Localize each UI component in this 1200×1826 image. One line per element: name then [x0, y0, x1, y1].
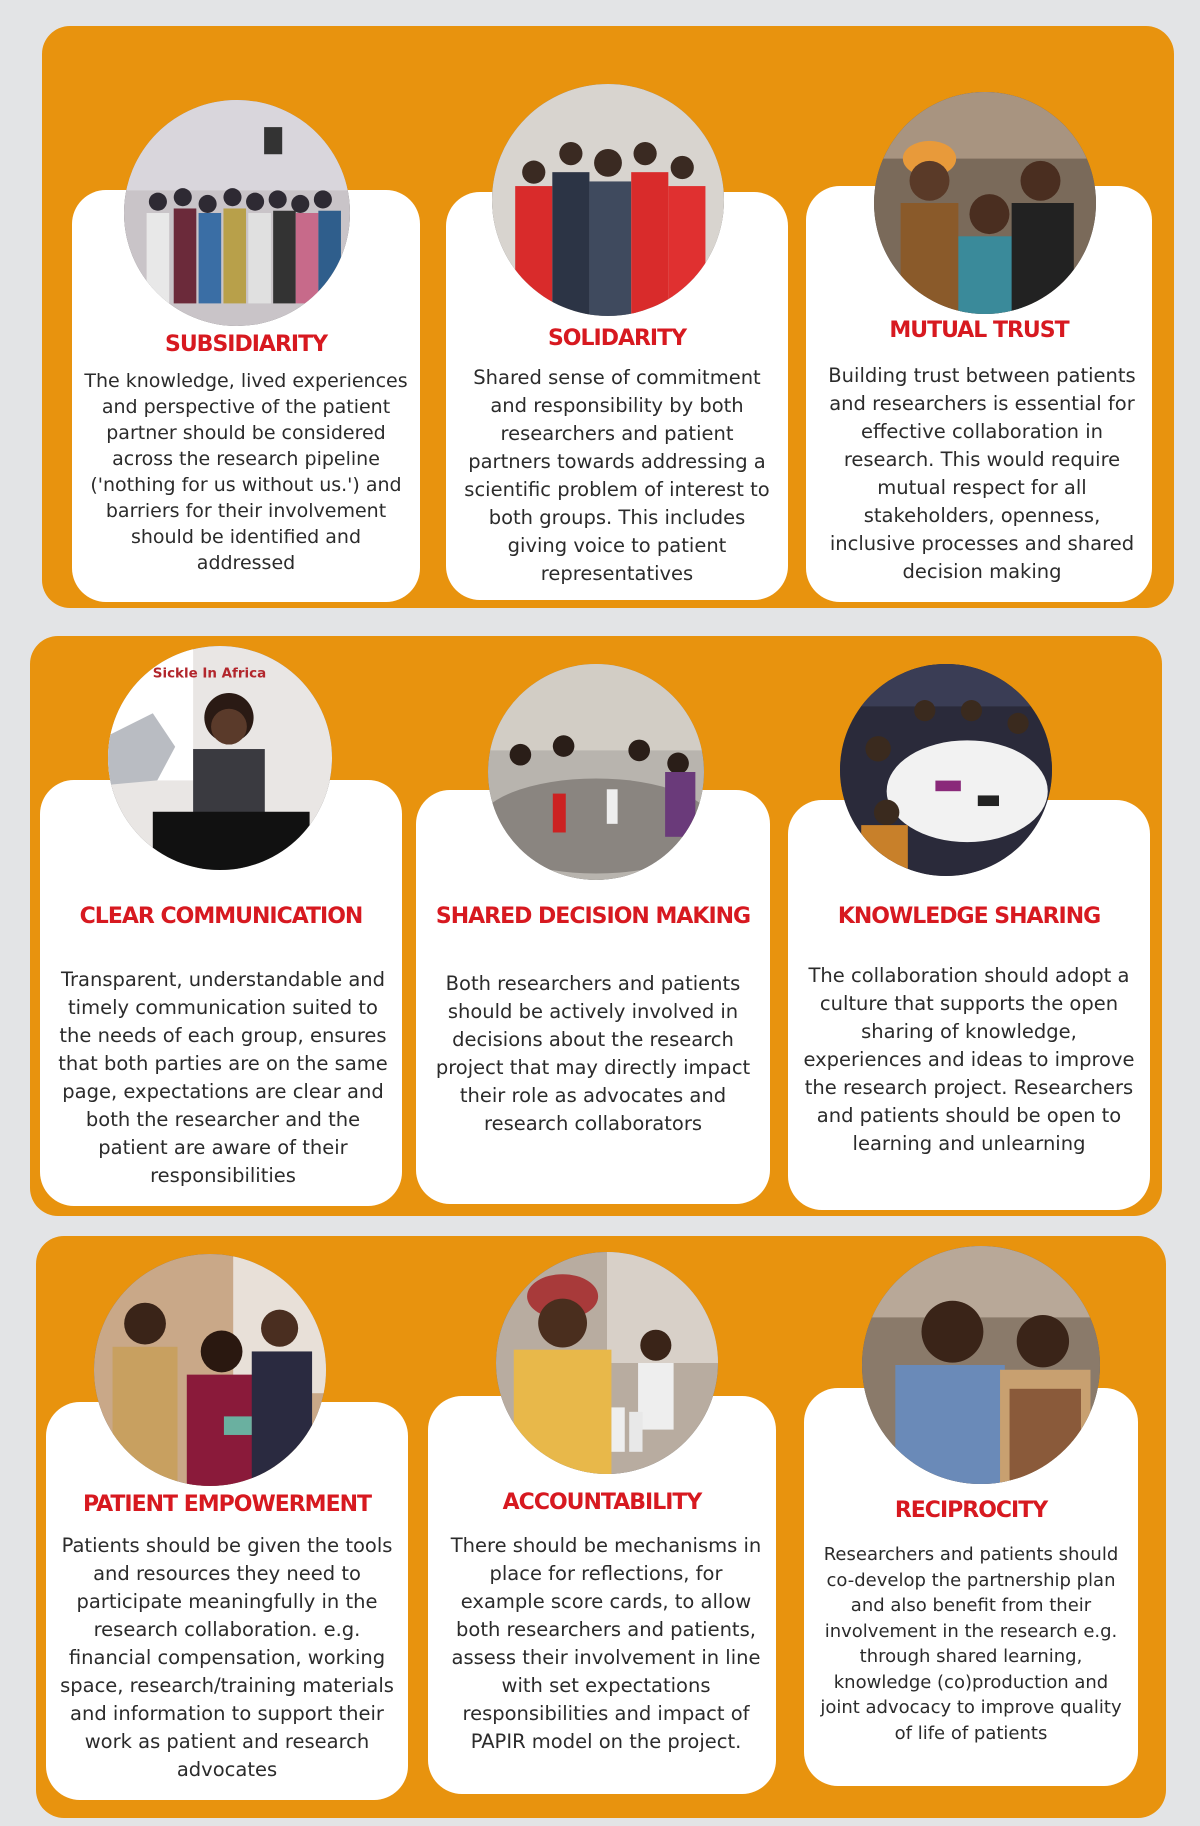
- meeting-table-photo-icon: [488, 664, 704, 880]
- handshake-photo-icon: [94, 1254, 326, 1486]
- card-title: MUTUAL TRUST: [889, 318, 1069, 343]
- woman-speaking-photo-icon: [496, 1252, 718, 1474]
- card-body: Both researchers and patients should be actively involved in decisions about the research project that may directly impact their role as advocates and research collaborators: [435, 972, 751, 1135]
- three-women-photo-icon: [874, 92, 1096, 314]
- round-table-photo-icon: [840, 664, 1052, 876]
- card-title: SHARED DECISION MAKING: [435, 904, 751, 929]
- card-title: RECIPROCITY: [894, 1498, 1048, 1523]
- card-title: PATIENT EMPOWERMENT: [82, 1492, 372, 1517]
- card-title: SUBSIDIARITY: [164, 332, 328, 357]
- photo-caption: Sickle In Africa: [152, 666, 267, 682]
- card-body: Researchers and patients should co-develop the partnership plan and also benefit from their involvement in the research e.g. through shared learning, knowledge (co)production and joint advocacy to improve quality of life of patients: [820, 1544, 1122, 1744]
- card-body: Patients should be given the tools and resources they need to participate meaningfully in the research collaboration. e.g. financial compensation, working space, research/training materials and information to support their work as patient and research advocates: [60, 1534, 394, 1781]
- card-body: There should be mechanisms in place for reflections, for example score cards, to allow both researchers and patients, assess their involvement in line with set expectations responsibilities and impact of PAPIR model on the project.: [450, 1534, 762, 1753]
- speaker-at-podium-photo-icon: [108, 646, 332, 870]
- card-body: The knowledge, lived experiences and perspective of the patient partner should be considered across the research pipeline ('nothing for us without us.') and barriers for their involvement should be identified and addressed: [84, 370, 408, 574]
- card-title: CLEAR COMMUNICATION: [79, 904, 363, 929]
- card-body: Shared sense of commitment and responsibility by both researchers and patient partners towards addressing a scientific problem of interest to both groups. This includes giving voice to patient representatives: [464, 366, 770, 585]
- card-title: SOLIDARITY: [547, 326, 687, 351]
- card-title: KNOWLEDGE SHARING: [837, 904, 1101, 929]
- two-men-smiling-photo-icon: [862, 1246, 1100, 1484]
- card-body: Transparent, understandable and timely communication suited to the needs of each group, ensures that both parties are on the same page, expectations are clear and both the researcher and the patient are aware of their responsibilities: [58, 968, 388, 1187]
- card-body: Building trust between patients and researchers is essential for effective collaboration in research. This would require mutual respect for all stakeholders, openness, inclusive processes and shared decision making: [828, 364, 1136, 583]
- team-photo-icon: [492, 84, 724, 316]
- card-body: The collaboration should adopt a culture that supports the open sharing of knowledge, experiences and ideas to improve the research project. Researchers and patients should be open to learning and unlearning: [803, 964, 1135, 1155]
- group-photo-icon: [124, 100, 350, 326]
- card-title: ACCOUNTABILITY: [502, 1490, 702, 1515]
